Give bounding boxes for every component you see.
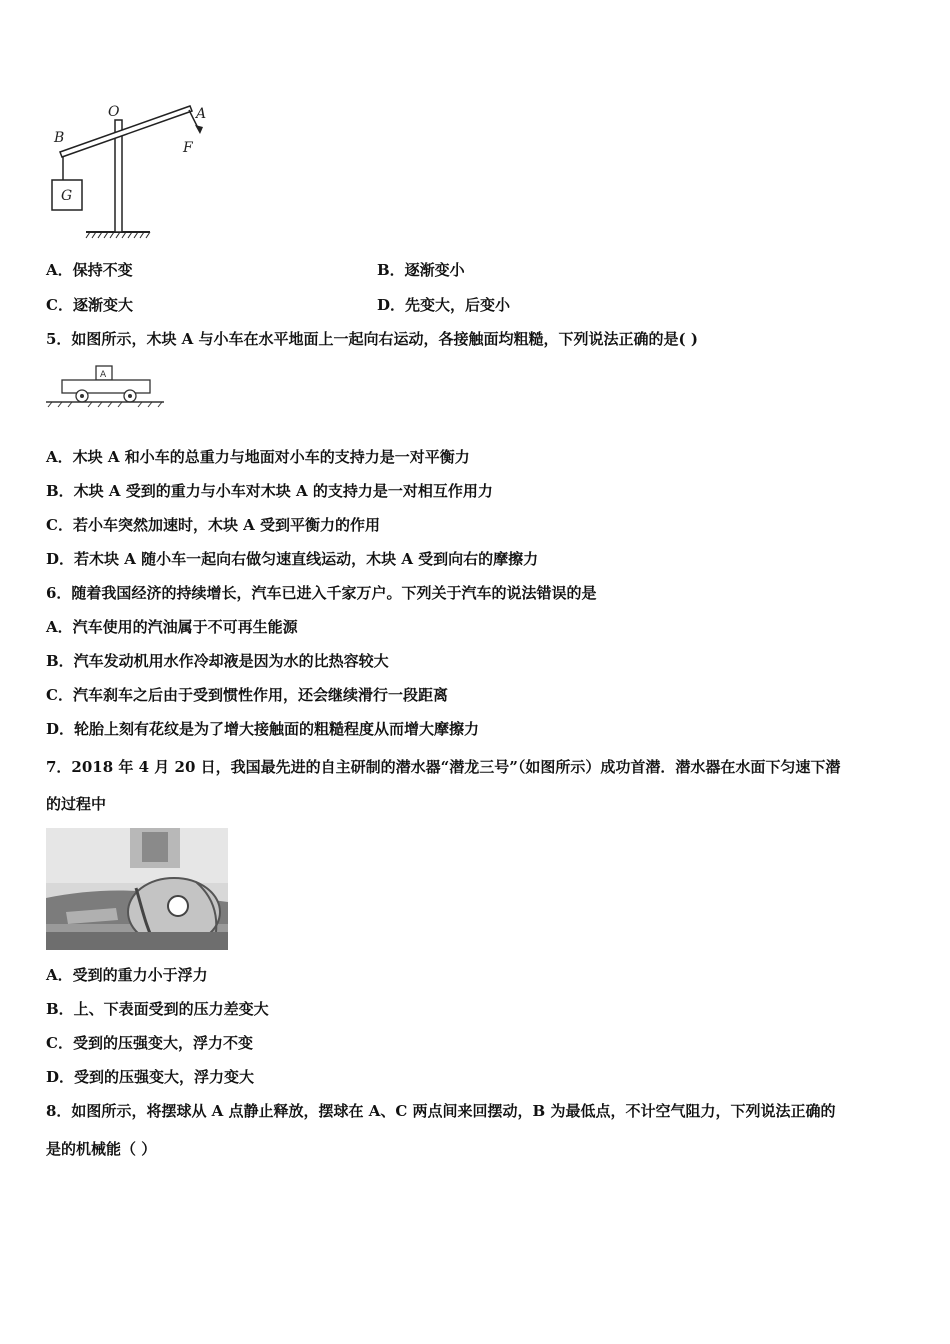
force-arrowhead: [195, 125, 203, 134]
q5-option-d: D．若木块 A 随小车一起向右做匀速直线运动，木块 A 受到向右的摩擦力: [46, 550, 539, 568]
q5-option-c: C．若小车突然加速时，木块 A 受到平衡力的作用: [46, 516, 381, 534]
q7-option-c: C．受到的压强变大，浮力不变: [46, 1034, 253, 1052]
q8-stem-line1: 8．如图所示，将摆球从 A 点静止释放，摆球在 A、C 两点间来回摆动，B 为最低点，不计空气阻力，下列说法正确的: [46, 1102, 836, 1120]
q7-stem-line1: 7．2018 年 4 月 20 日，我国最先进的自主研制的潜水器“潜龙三号”（如图所示）成功首潜．潜水器在水面下匀速下潜: [46, 758, 841, 776]
lever-bar: [60, 106, 192, 157]
q5-option-a: A．木块 A 和小车的总重力与地面对小车的支持力是一对平衡力: [46, 448, 470, 466]
q7-option-d: D．受到的压强变大，浮力变大: [46, 1068, 255, 1086]
submersible-photo: [46, 828, 228, 950]
block-a-label: A: [100, 370, 107, 380]
cart-body: [62, 380, 150, 393]
q6-option-b: B．汽车发动机用水作冷却液是因为水的比热容较大: [46, 652, 389, 670]
q4-option-b: B．逐渐变小: [377, 261, 465, 279]
label-o: O: [108, 104, 120, 120]
label-b: B: [54, 130, 65, 146]
q6-stem: 6．随着我国经济的持续增长，汽车已进入千家万户。下列关于汽车的说法错误的是: [46, 584, 597, 602]
q6-option-c: C．汽车刹车之后由于受到惯性作用，还会继续滑行一段距离: [46, 686, 448, 704]
q5-option-b: B．木块 A 受到的重力与小车对木块 A 的支持力是一对相互作用力: [46, 482, 493, 500]
label-f: F: [183, 140, 193, 156]
q4-option-c: C．逐渐变大: [46, 296, 133, 314]
q4-option-a: A．保持不变: [46, 261, 133, 279]
lever-diagram: [44, 98, 224, 242]
cart-diagram: [44, 360, 168, 410]
q7-stem-line2: 的过程中: [46, 795, 107, 813]
label-g: G: [61, 188, 73, 204]
q6-option-d: D．轮胎上刻有花纹是为了增大接触面的粗糙程度从而增大摩擦力: [46, 720, 480, 738]
label-a: A: [196, 106, 207, 122]
q5-stem: 5．如图所示，木块 A 与小车在水平地面上一起向右运动，各接触面均粗糙，下列说法正确的是( ): [46, 330, 698, 348]
q6-option-a: A．汽车使用的汽油属于不可再生能源: [46, 618, 298, 636]
q8-stem-line2: 是的机械能（ ）: [46, 1140, 157, 1158]
q7-option-a: A．受到的重力小于浮力: [46, 966, 208, 984]
q4-option-d: D．先变大，后变小: [377, 296, 511, 314]
q7-option-b: B．上、下表面受到的压力差变大: [46, 1000, 269, 1018]
